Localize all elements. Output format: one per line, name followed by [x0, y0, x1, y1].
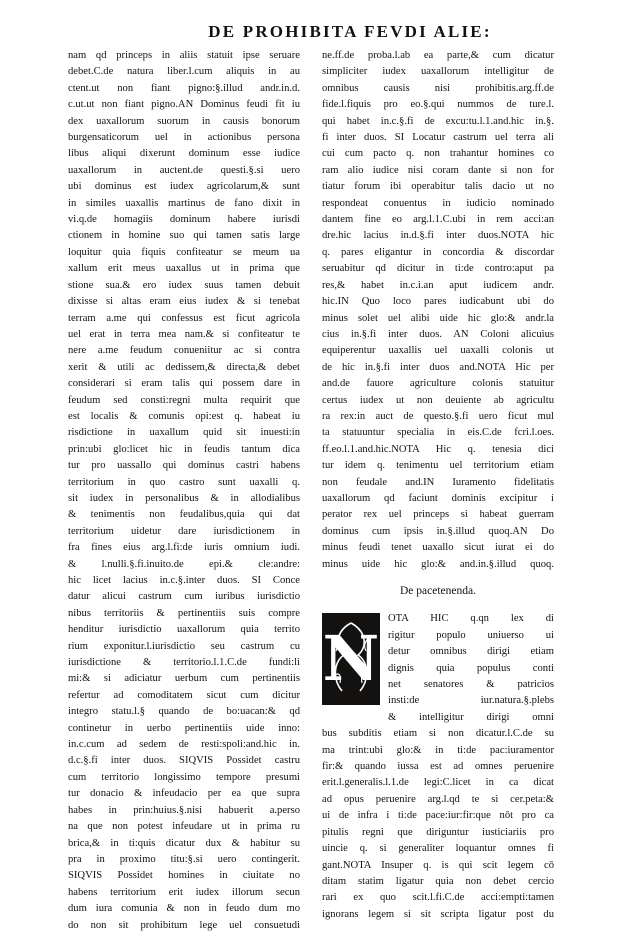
text-line: uincie q. si generaliter loquantur omnes fi — [322, 843, 554, 855]
right-column-bottom-text — [322, 726, 554, 923]
text-line: hic.IN Quo loco pares iudicabunt ubi do — [322, 296, 554, 308]
text-line: simpliciter iudex uaxallorum intelligitur de — [322, 66, 554, 78]
text-line: tur donacio & infeudacio per ea que supra — [68, 788, 300, 800]
text-line: insti:de iur.natura.§.plebs — [388, 695, 554, 707]
text-line: mi:& si adiciatur uerbum cum pertinentiis — [68, 673, 300, 685]
text-line: ram alio iudice nisi coram dante si non for — [322, 164, 554, 176]
text-line: fide.l.fiquis pro eo.§.qui nummos de ture.l. — [322, 99, 554, 111]
text-line: & tenimentis non feudalibus,quia qui dat — [68, 509, 300, 521]
decorated-initial — [322, 613, 380, 705]
text-line: nere a.me feudum conueniitur ac si contra — [68, 345, 300, 357]
text-line: uaxallorum in auctent.de questi.§.si uero — [68, 164, 300, 176]
text-line: ctent.ut non fiant pigno:§.illud andr.in.d. — [68, 82, 300, 94]
text-line: habes in prin:huius.§.nisi habuerit a.perso — [68, 804, 300, 816]
text-line: dantem fine eo arg.l.1.C.ubi in rem acci:an — [322, 214, 554, 226]
text-line: cius in.§.fi inter duos. AN Coloni alicuius — [322, 328, 554, 340]
text-line: dignis quia populus conti — [388, 662, 554, 674]
text-line: c.ut.ut non fiant pigno.AN Dominus feudi fit iu — [68, 99, 300, 111]
text-line: refertur ad comoditatem sicut cum dicitur — [68, 689, 300, 701]
text-line: and.de fauore agriculture colonis statuitur — [322, 378, 554, 390]
text-line: tur idem q. tenimentu uel territorium etiam — [322, 460, 554, 472]
running-head: DE PROHIBITA FEVDI ALIE: — [208, 22, 492, 41]
text-line: d.c.§.fi inter duos. SIQVIS Possidet castru — [68, 755, 300, 767]
text-line: fra fines eius arg.l.fi:de iuris omnium iudi. — [68, 542, 300, 554]
text-line: qui habet in.c.§.fi de excu:tu.l.1.and.hic in.§. — [322, 115, 554, 127]
text-line: fir:& quando iussa est ad omnes peruenire — [322, 761, 554, 773]
text-line: stione sua.& ero iudex suus tamen debuit — [68, 279, 300, 291]
text-line: territorium in quo castro sunt uaxalli q. — [68, 476, 300, 488]
text-line: pitulis regni que diriguntur iusticiariis pro — [322, 826, 554, 838]
text-line: ubi dominus est iudex agricolarum,& sunt — [68, 181, 300, 193]
text-line: hic licet lacius in.c.§.inter duos. SI Conce — [68, 575, 300, 586]
text-line: ditam statim ligatur quia non debet cercio — [322, 875, 554, 887]
text-line: in.c.cum ad sedem de resti:spoli:and.hic in. — [68, 739, 300, 751]
text-line: vi.q.de homagiis dominum habere iurisdi — [68, 214, 300, 226]
text-line: considerari si eram talis qui possem dare in — [68, 378, 300, 390]
text-line: in similes uaxallis martinus de fano dixit in — [68, 197, 300, 209]
text-line: cum territorio longissimo tempore presumi — [68, 771, 300, 783]
text-line: ta statuuntur specialia in eis.C.de fcri.l.oes. — [322, 427, 554, 439]
text-line: minus uide hic glo:& and.in.§.illud quoq. — [322, 558, 554, 570]
text-line: do non sit prohibitum lege uel consuetudi — [68, 919, 300, 931]
text-line: rigitur populo uniuerso ui — [388, 629, 554, 641]
text-line: & l.nulli.§.fi.inuito.de epi.& cle:andre: — [68, 558, 300, 570]
text-line: feudum sed consti:regni multa requirit que — [68, 394, 300, 406]
initial-paragraph — [322, 611, 554, 726]
text-line: ra rex:in auct de questo.§.fi uero ficut mul — [322, 410, 554, 422]
text-line: terram a.me qui confessus est ficut agricola — [68, 312, 300, 324]
text-line: dixisse si altas eram eius iudex & si tenebat — [68, 296, 300, 308]
text-line: SIQVIS Possidet homines in ciuitate no — [68, 870, 300, 882]
text-line: respondeat conuentus in iudicio nominado — [322, 197, 554, 209]
text-line: brica,& in ti:quis dicatur dux & habitur su — [68, 837, 300, 849]
text-line: nibus territoriis & pertinentiis suis compre — [68, 607, 300, 619]
text-line: risdictione in uaxallum quid sit inuesti:in — [68, 427, 300, 439]
text-line: ignorans legem si sit scripta ligatur post du — [322, 908, 554, 920]
text-line: libus aliqui dixerunt dominum esse iudice — [68, 148, 300, 160]
text-line: detur omnibus dirigi etiam — [388, 646, 554, 658]
drop-cap-letter: N — [322, 622, 380, 696]
text-line: erit.l.generalis.l.1.de legi:C.licet in ca dicat — [322, 777, 554, 789]
text-line: dominus cum ipsis in.§.illud quoq.AN Do — [322, 525, 554, 537]
left-column — [68, 48, 300, 934]
text-line: henditur iurisdictio uaxallorum quia territo — [68, 624, 300, 636]
text-line: sit iudex in personalibus & in allodialibus — [68, 492, 300, 504]
text-line: dre.hic lacius in.d.§.fi inter duos.NOTA hic — [322, 230, 554, 242]
text-line: ui de infra i ti:de pace:iur:fir:que nōt pro ca — [322, 810, 554, 822]
text-line: integro statu.l.§ quando de bo:uacan:& qd — [68, 706, 300, 718]
text-line: & intelligitur dirigi omni — [388, 711, 554, 723]
text-line: ff.eo.l.1.and.hic.NOTA Hic q. tenesia dici — [322, 443, 554, 455]
text-line: iurisdictione & territorio.l.1.C.de fundi:li — [68, 657, 300, 669]
text-line: non feudale and.IN Iuramento fidelitatis — [322, 476, 554, 488]
text-line: habens territorium erit iudex illorum secun — [68, 886, 300, 898]
text-line: prin:ubi glo:licet hic in feudis tantum dica — [68, 443, 300, 455]
text-line: net senatores & patricios — [388, 679, 554, 691]
text-line: minus feudi tenet uaxallo sicut iurat ei do — [322, 542, 554, 554]
text-line: rari ex quo scit.l.fi.C.de acci:empti:tamen — [322, 892, 554, 904]
text-line: continetur in uerbo pertinentiis uide inno: — [68, 722, 300, 734]
text-line: bus subditis etiam si non dicatur.l.C.de su — [322, 728, 554, 740]
text-line: datur alicui castrum cum iuribus iurisdictio — [68, 591, 300, 603]
text-line: tiatur forum ibi operabitur talis dacio ut no — [322, 181, 554, 193]
text-line: uel erat in terra mea nam.& si confiteatur te — [68, 328, 300, 340]
text-line: cui cum pacto q. non trahantur homines co — [322, 148, 554, 160]
text-line: de hic in.§.fi inter duos and.NOTA Hic per — [322, 361, 554, 373]
text-line: na que non potest infeudare ut in prima ru — [68, 821, 300, 833]
text-line: est localis & comunis opi:est q. habeat iu — [68, 410, 300, 422]
text-line: minus solet uel alibi uide hic glo:& andr.la — [322, 312, 554, 324]
text-line: ma trint:ubi glo:& in ti:de pac:iuramentor — [322, 744, 554, 756]
text-line: xerit & utili ac dedissem,& directa,& debet — [68, 361, 300, 373]
text-line: omnibus causis nisi prohibitis.arg.ff.de — [322, 82, 554, 94]
right-column — [322, 48, 554, 923]
text-line: fi inter duos. SI Locatur castrum uel terra ali — [322, 132, 554, 144]
text-line: equiperentur uaxallis uel uaxalli colonis ut — [322, 345, 554, 357]
text-line: res,& habet in.c.i.an aput iudicem andr. — [322, 279, 554, 291]
text-line: ne.ff.de proba.l.ab ea parte,& cum dicatur — [322, 50, 554, 61]
text-line: OTA HIC q.qn lex di — [388, 613, 554, 625]
right-column-top-text — [322, 48, 554, 573]
text-line: territorium uidetur dare iurisdictionem in — [68, 525, 300, 537]
text-line: ctionem in homine suo qui tamen satis large — [68, 230, 300, 242]
text-line: nam qd princeps in aliis statuit ipse seruare — [68, 50, 300, 61]
text-line: debet.C.de natura liber.l.cum aliquis in au — [68, 66, 300, 78]
text-line: certus iudex ut non deuiente ab agricultu — [322, 394, 554, 406]
text-line: gant.NOTA Insuper q. is qui scit legem cō — [322, 859, 554, 871]
text-line: burgensaticorum uel in actionibus persona — [68, 132, 300, 144]
text-line: seruabitur qd dicitur in ti:de contro:aput pa — [322, 263, 554, 275]
text-line: pra in proximo titu:§.si uero contingerit. — [68, 853, 300, 865]
text-line: xallum erit meus uaxallus ut in prima que — [68, 263, 300, 275]
text-line: q. pares eligantur in concordia & discordar — [322, 246, 554, 258]
text-line: tur pro uassallo qui dominus castri habens — [68, 460, 300, 472]
section-heading: De pacetenenda. — [400, 585, 476, 597]
text-line: dex uaxallorum suorum in causis bonorum — [68, 115, 300, 127]
text-line: rium exponitur.l.iurisdictio seu castrum cu — [68, 640, 300, 652]
text-line: ad opus peruenire arg.l.qd te si cer.peta:& — [322, 793, 554, 805]
text-line: dum iura comunia & non in feudo dum mo — [68, 903, 300, 915]
text-line: loquitur quia fiquis confiteatur se meum ua — [68, 246, 300, 258]
text-line: uaxallorum qd faciunt dominis excipitur i — [322, 492, 554, 504]
text-line: perator rex uel princeps si habeat guerram — [322, 509, 554, 521]
